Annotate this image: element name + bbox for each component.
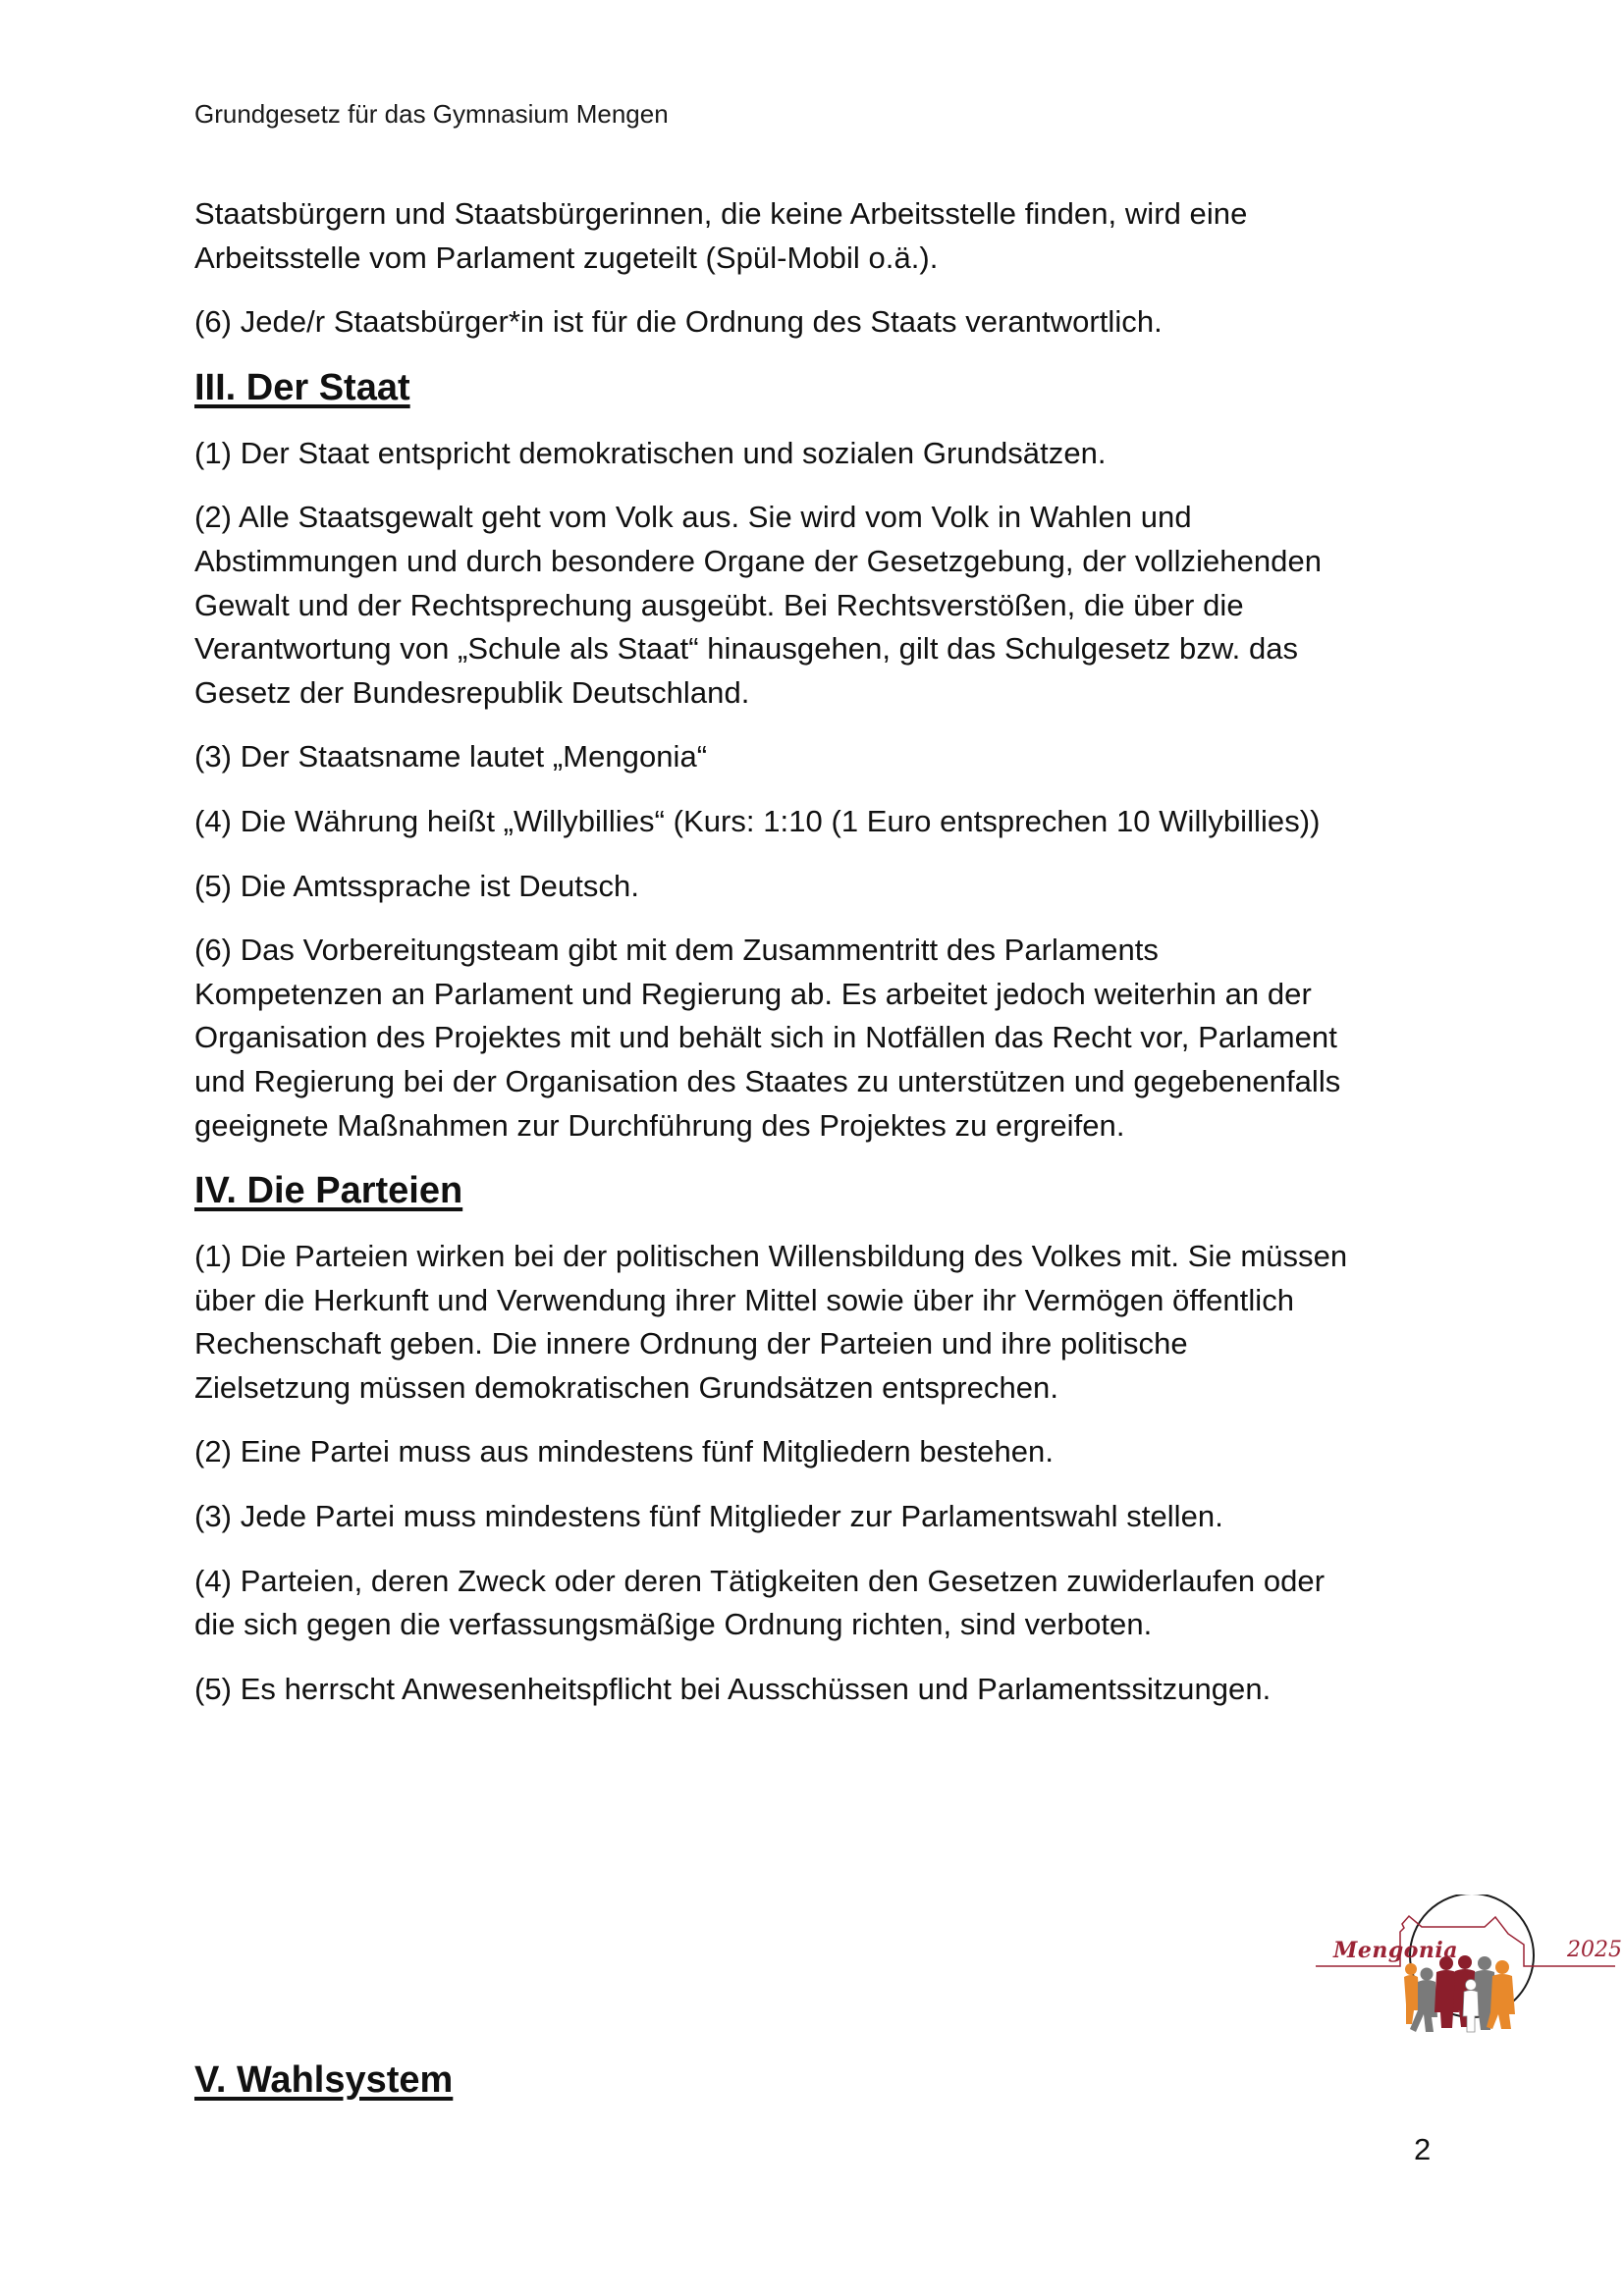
mengonia-people-house-icon [1316, 1895, 1624, 2052]
page-number: 2 [1414, 2132, 1432, 2166]
paragraph-iv-3: (3) Jede Partei muss mindestens fünf Mitglieder zur Parlamentswahl stellen. [194, 1499, 1223, 1534]
mengonia-logo [1316, 1895, 1624, 2052]
running-header: Grundgesetz für das Gymnasium Mengen [194, 99, 669, 129]
paragraph-iv-1: (1) Die Parteien wirken bei der politischen Willensbildung des Volkes mit. Sie müssen über die Herkunft und Verwendung ihrer Mittel sowie über ihr Vermögen öffentlich Rechenschaft geben. Die innere Ordnung der Parteien und ihre politische Zielsetzung müssen demokratischen Grundsätzen entsprechen. [194, 1239, 1348, 1405]
section-heading-iv: IV. Die Parteien [194, 1170, 463, 1212]
section-heading-iii: III. Der Staat [194, 366, 410, 408]
logo-people-icon [1404, 1955, 1515, 2032]
paragraph-iv-5: (5) Es herrscht Anwesenheitspflicht bei Ausschüssen und Parlamentssitzungen. [194, 1671, 1272, 1706]
paragraph-iv-2: (2) Eine Partei muss aus mindestens fünf Mitgliedern bestehen. [194, 1434, 1054, 1469]
paragraph-iii-5: (5) Die Amtssprache ist Deutsch. [194, 868, 639, 903]
paragraph-iii-2: (2) Alle Staatsgewalt geht vom Volk aus. Sie wird vom Volk in Wahlen und Abstimmungen und durch besondere Organe der Gesetzgebung, der vollziehenden Gewalt und der Rechtsprechung ausgeübt. Bei Rechtsverstößen, die über die Verantwortung von „Schule als Staat“ hinausgehen, gilt das Schulgesetz bzw. das Gesetz der Bundesrepublik Deutschland. [194, 500, 1323, 710]
paragraph-iii-6: (6) Das Vorbereitungsteam gibt mit dem Zusammentritt des Parlaments Kompetenzen an Parlament und Regierung ab. Es arbeitet jedoch weiterhin an der Organisation des Projektes mit und behält sich in Notfällen das Recht vor, Parlament und Regierung bei der Organisation des Staates zu unterstützen und gegebenenfalls geeignete Maßnahmen zur Durchführung des Projektes zu ergreifen. [194, 933, 1341, 1143]
paragraph-iii-3: (3) Der Staatsname lautet „Mengonia“ [194, 739, 708, 774]
paragraph-iv-4: (4) Parteien, deren Zweck oder deren Tätigkeiten den Gesetzen zuwiderlaufen oder die sich gegen die verfassungsmäßige Ordnung richten, sind verboten. [194, 1563, 1326, 1642]
section-heading-v: V. Wahlsystem [194, 2059, 454, 2101]
logo-name-text: Mengonia [1333, 1938, 1459, 1963]
paragraph-continuation: Staatsbürgern und Staatsbürgerinnen, die keine Arbeitsstelle finden, wird eine Arbeitsstelle vom Parlament zugeteilt (Spül-Mobil o.ä.). [194, 196, 1248, 275]
paragraph-ii-6: (6) Jede/r Staatsbürger*in ist für die Ordnung des Staats verantwortlich. [194, 304, 1163, 340]
document-body [194, 192, 1461, 1732]
paragraph-iii-1: (1) Der Staat entspricht demokratischen und sozialen Grundsätzen. [194, 435, 1107, 470]
logo-year-text: 2025 [1567, 1938, 1622, 1962]
paragraph-iii-4: (4) Die Währung heißt „Willybillies“ (Kurs: 1:10 (1 Euro entsprechen 10 Willybillies)) [194, 803, 1321, 838]
